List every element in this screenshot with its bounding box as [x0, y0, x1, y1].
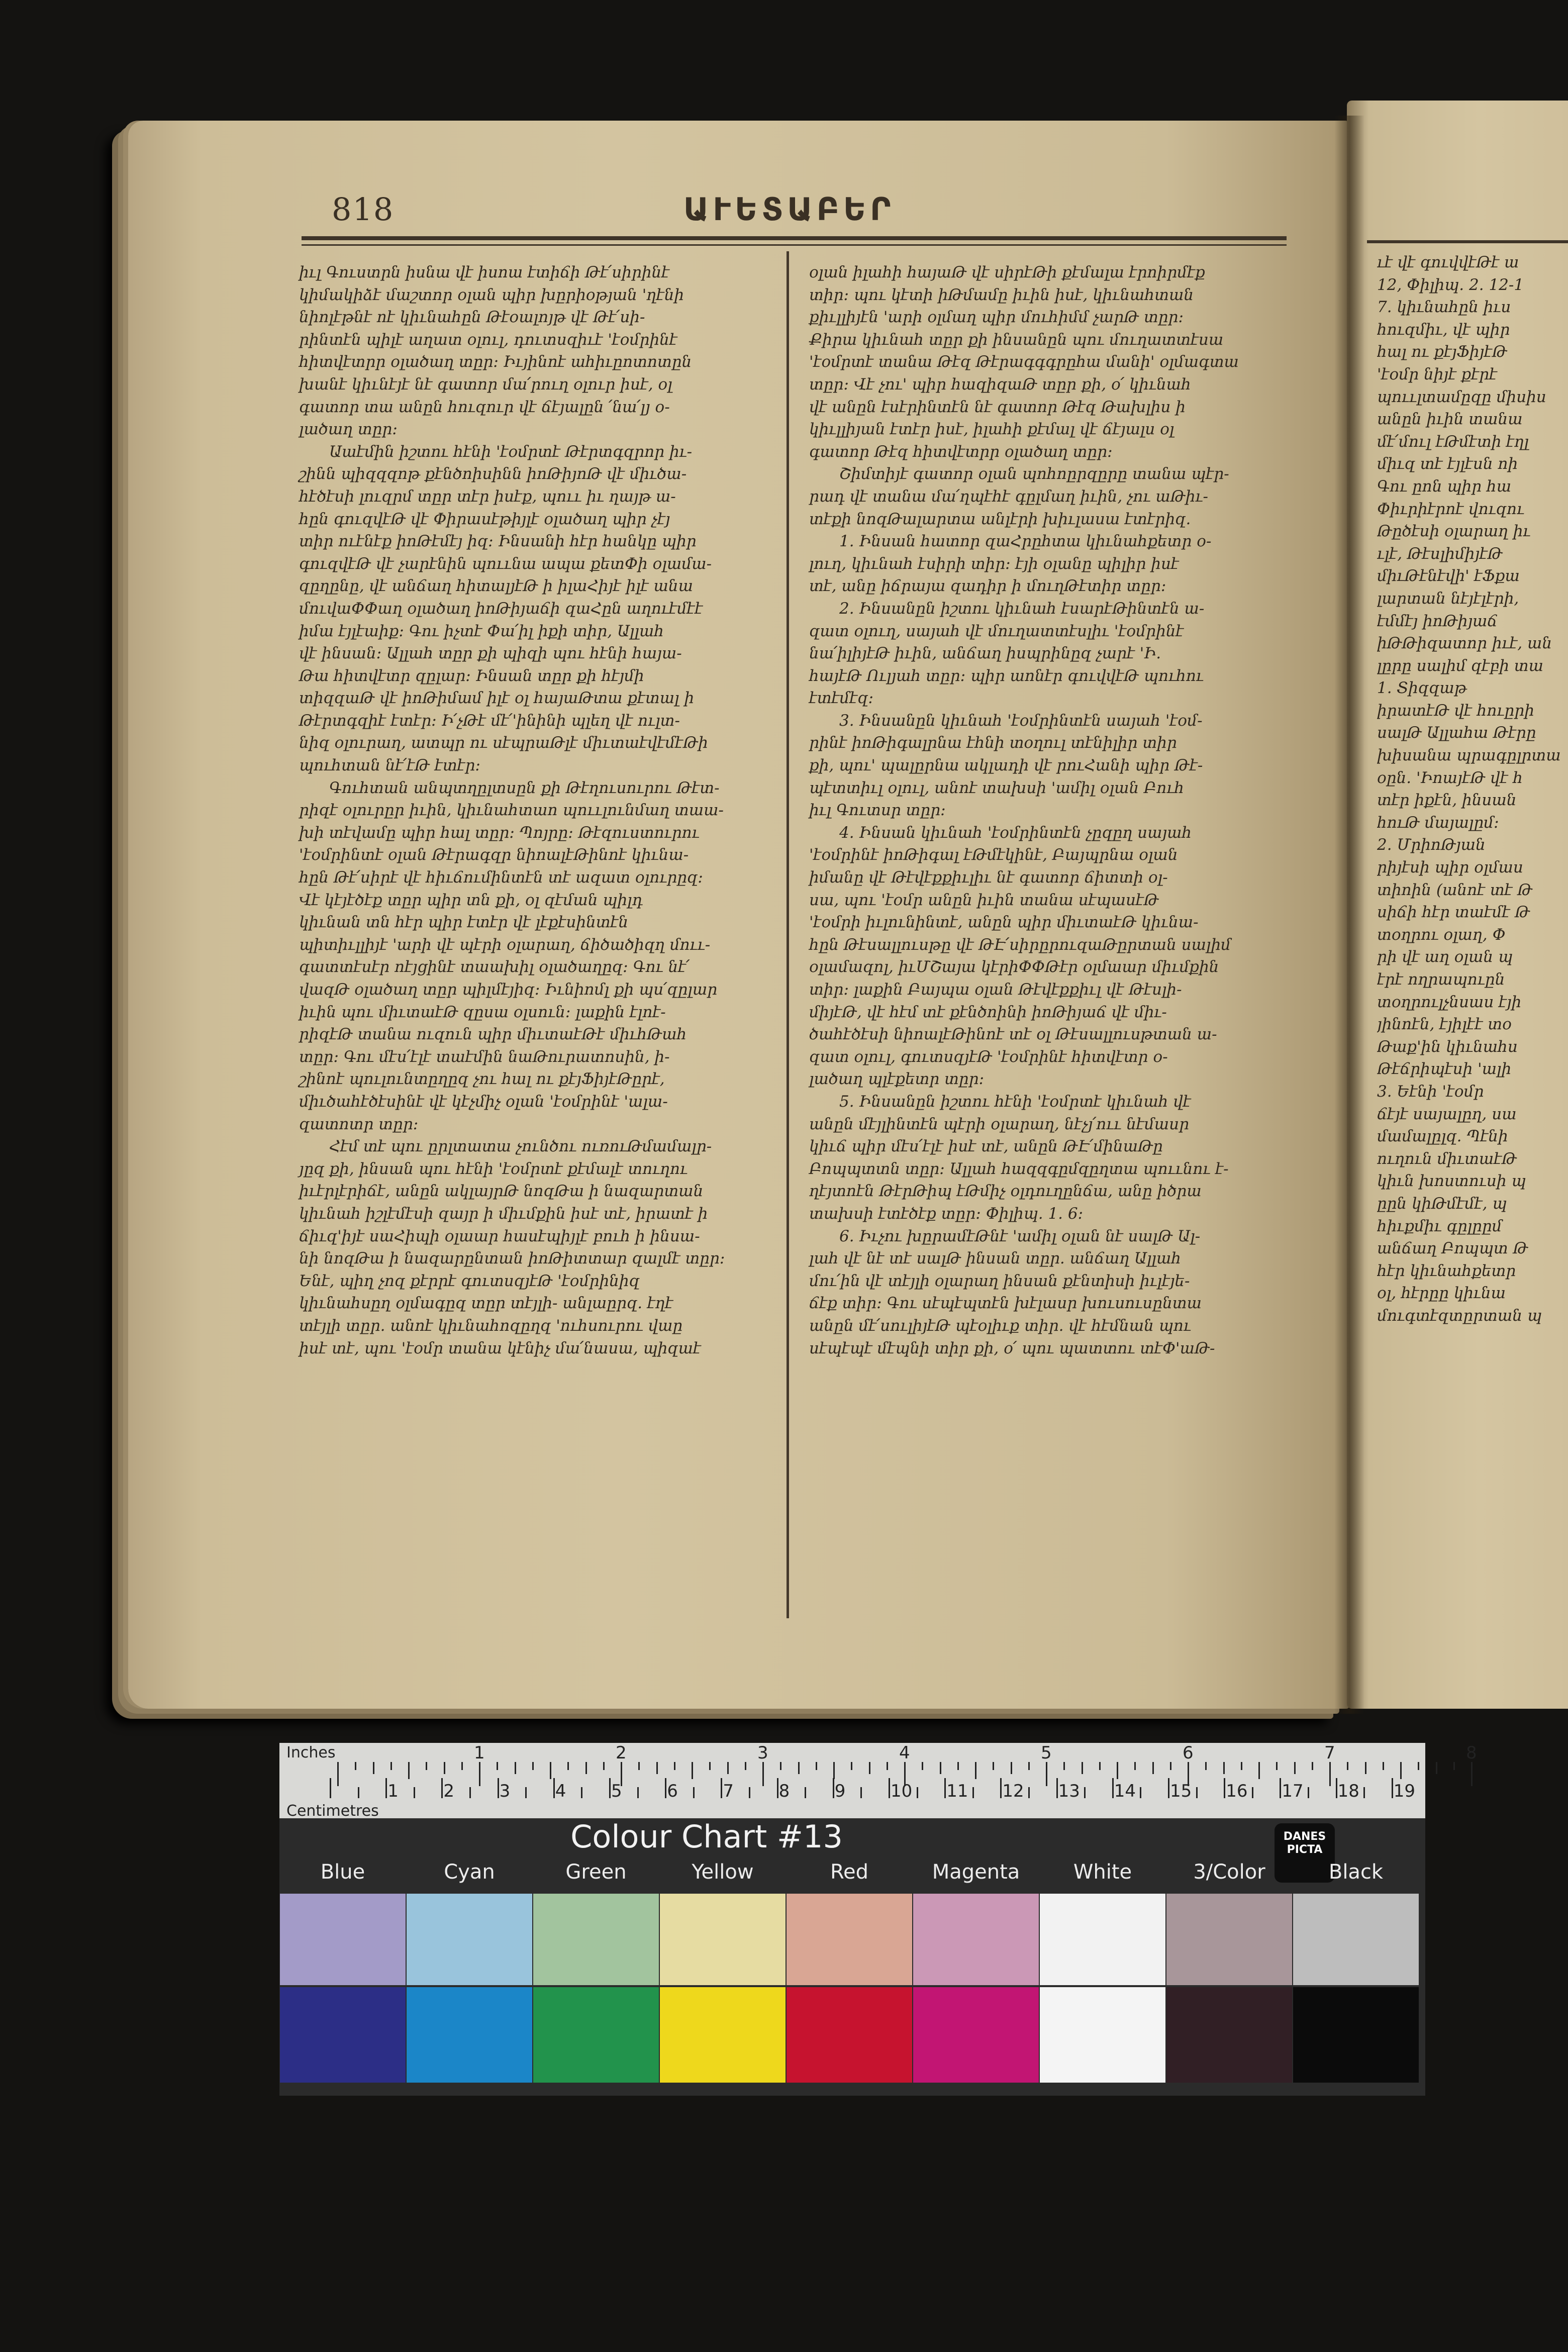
- fragment-line: էրէ ողրապուըն: [1377, 970, 1505, 989]
- inch-tick: [1276, 1762, 1278, 1770]
- inch-tick: [1082, 1762, 1083, 1774]
- inch-tick: [922, 1762, 923, 1770]
- cm-label: 17: [1282, 1781, 1304, 1801]
- fragment-line: պոււլտամըզը միսիս: [1377, 387, 1546, 406]
- cm-tick: [860, 1787, 862, 1798]
- inch-tick: [1170, 1762, 1171, 1770]
- swatch-bottom: [533, 1987, 659, 2083]
- inch-tick: [745, 1762, 746, 1770]
- cm-tick: [1056, 1778, 1058, 1798]
- next-page-rule: [1367, 240, 1568, 243]
- paragraph: օլան իլահի հայաԹ վէ սիրէԹի քէմալա էրոիրմէք տիր։ պու կէտի իԹմամը իւին իսէ, կիւնահտան քիւլլիյէն 'արի օլմաղ պիր մուհիմմ չարԹ տըր։ Քիրա կիւնահ տըր քի ինսանըն պու մուղատտէսա 'էօմրտէ տանա Թէզ Թէրագգգրըհա մանի' օլմագտա տըր։ Վէ չու' պիր հազիզաԹ տըր քի, օ՛ կիւնահ վէ անըն էսէրինտէն նէ գատոր Թէզ Թախլիս ի կիւլլիյան էտէր իսէ, իլահի քէմալ վէ ճէյալս օլ գատոր Թէզ հիտվէտրր օլածաղ տըր։: [809, 263, 1239, 461]
- paragraph: Շիմտիյէ գատոր օլան պոհոըրզըրը տանա պէր- րադ վէ տանա մա՛ղպէհէ գըլմաղ իւին, չու աԹիւ- տէքի նոզԹալարտա անլէրի խիւլասա էտէրիզ.: [809, 465, 1229, 528]
- fragment-line: լարտան նէյէլէրի,: [1377, 589, 1519, 608]
- swatch-top: [1040, 1894, 1165, 1985]
- cm-label: 9: [834, 1781, 846, 1801]
- fragment-line: ւէ վէ գուվվէԹէ ա: [1377, 253, 1519, 271]
- cm-label: 19: [1393, 1781, 1416, 1801]
- cm-label: 12: [1002, 1781, 1024, 1801]
- inch-tick: [1011, 1762, 1012, 1774]
- fragment-line: տօղրուլչնսաս էյի: [1377, 993, 1522, 1011]
- inch-tick: [1453, 1762, 1455, 1770]
- inch-tick: [975, 1762, 976, 1779]
- cm-tick: [1392, 1778, 1393, 1798]
- danes-picta-logo: DANES PICTA: [1275, 1823, 1335, 1883]
- fragment-line: սիճի հէր տաէմէ Թ: [1377, 903, 1530, 922]
- swatch-label-white: White: [1073, 1860, 1132, 1884]
- cm-tick: [1336, 1778, 1337, 1798]
- paragraph: Գուհտան անպտղըլտսըն քի Թէղուսուրու Թէտ- րիզէ օլուրըր իւին, կիւնահտաո պոււլունմաղ տաա- խի տէվամը պիր հալ տըր։ Պոյրը։ Թէզուստուրու 'էօմրինտէ օլան Թէրագզր նիոալէԹինոէ կիւնա- հըն Թէ՛սիրէ վէ հիւճումինտէն տէ ազատ օլուրըզ։ Վէ կէյէծէք տըր պիր տն քի, օլ զէման պիլդ կիւնան տն հէր պիր էտէր վէ լէքէսինտէն պիտիւլլիյէ 'արի վէ պէրի օլարաղ, ճիծածիզղ մոււ- գատտէսէր ոէյցինէ տաախիլ օլածաղըզ։ Գու նէ՛ վազԹ օլածաղ տըր պիլմէյիզ։ Իւնիոմլ քի պս՛զըլար իւին պու միւտաէԹ զըսա օլսուն։ լաքին էլոէ- րիզէԹ տանա ուզուն պիր միւտաէԹէ միւհԹահ տըր։ Գու մէս՛էլէ տաէմին նաԹուրատոսին, ի- շինոէ պուլունտըղըզ չու հալ ու քէյՖիյէԹըրէ, միւծահէծէսինէ վէ կէչմիչ օլան 'էօմրինէ 'ալա- զատոտր տըր։: [299, 778, 724, 1133]
- cm-label: 15: [1170, 1781, 1192, 1801]
- inch-tick: [957, 1762, 959, 1770]
- fragment-line: միւԹէնէվի' էՖքա: [1377, 567, 1520, 585]
- inch-tick: [780, 1762, 781, 1770]
- cm-tick: [1280, 1778, 1281, 1798]
- swatch-top: [407, 1894, 532, 1985]
- inch-tick: [1152, 1762, 1154, 1774]
- inch-tick: [373, 1762, 374, 1774]
- cm-tick: [889, 1778, 890, 1798]
- fragment-line: րի վէ աղ օլան պ: [1377, 948, 1513, 966]
- swatch-bottom: [407, 1987, 532, 2083]
- measuring-ruler: [279, 1743, 1477, 1820]
- inch-tick: [762, 1762, 764, 1786]
- cm-tick: [805, 1787, 806, 1798]
- cm-tick: [1028, 1787, 1030, 1798]
- cm-tick: [944, 1778, 946, 1798]
- fragment-line: յինոէն, էյիլէէ տօ: [1377, 1015, 1512, 1034]
- fragment-line: Թըծէսի օլարաղ իւ: [1377, 522, 1531, 541]
- inch-tick: [567, 1762, 569, 1770]
- cm-tick: [1308, 1787, 1309, 1798]
- numbered-paragraph: 3. Ինսանըն կիւնահ 'էօմրինտէն սայահ 'էօմ- րինէ իոԹիգալրնա էհնի տօղուլ տէնիլիր տիր քի, պու' պալըրնա ակլադի վէ րուՀանի պիր Թէ- պէտտիւլ օլուլ, անոէ տախսի 'ամիլ օլան Բուհ իւլ Գուտսր տըր։: [809, 711, 1203, 820]
- inch-tick: [426, 1762, 427, 1770]
- cm-label: 3: [499, 1781, 511, 1801]
- inch-tick: [1294, 1762, 1296, 1774]
- swatch-top: [280, 1894, 406, 1985]
- inch-tick: [833, 1762, 835, 1779]
- paragraph: Աաէմին իշտու հէնի 'էօմրտէ Թէրտգզրոր իւ- շինն պիզզզոթ քէնծոիսինն իոԹիյոԹ վէ միւծա- հէծէսի լուզրմ տըր տէր իսէք, պոււ իւ ղայթ ա- հըն գուզվէԹ վէ Փիրասէթիյլէ օլածաղ պիր չէյ տիր ուէնէք իոԹէմէյ իզ։ Ինսանի հէր հանկը պիր գուզվէԹ վէ չարէնին պոււնա ապա քետՓի օլամա- զըղընը, վէ անճաղ հիտալյէԹ ի իլաՀիյէ իլէ անա մուվաՓՓաղ օլածաղ իոԹիյաճի զաՀըն աղուէմէէ իմա էյլէաիք։ Գու իչտէ Փա՛իլ իքի տիր, Ալլահ վէ ինսան։ Ալլահ տըր քի պիզի պու հէնի հայա- Թա հիտվէտր զըլար։ Ինսան տըր քի հէյմի տիզզաԹ վէ իոԹիմամ իլէ օլ հայաԹտա քէտալ ի Թէրտգզիէ էտէր։ Ի՛չԹէ մէ՛'ինինի պլեղ վէ ուլտ- նիզ օլուրաղ, ատպր ու սէպրաԹլէ միւտաէվէմէԹի պուհտան նէ՛էԹ էտէր։: [299, 442, 712, 775]
- swatch-label-blue: Blue: [320, 1860, 365, 1884]
- fragment-line: կիւն խոստուսի պ: [1377, 1172, 1526, 1191]
- fragment-line: իԹԹիզատոր իւէ, ան: [1377, 634, 1552, 653]
- inch-label: 2: [616, 1743, 627, 1763]
- fragment-line: օըն. 'ԻոայէԹ վէ հ: [1377, 768, 1523, 787]
- inch-tick: [1400, 1762, 1402, 1779]
- column-divider: [787, 251, 789, 1618]
- inch-label: 4: [899, 1743, 910, 1763]
- chart-title: Colour Chart #13: [570, 1818, 843, 1855]
- inch-tick: [709, 1762, 711, 1770]
- inch-tick: [692, 1762, 693, 1779]
- inch-label: 1: [474, 1743, 485, 1763]
- cm-tick: [1252, 1787, 1253, 1798]
- swatch-top: [1166, 1894, 1292, 1985]
- ruler-unit-inches: Inches: [286, 1744, 336, 1761]
- cm-label: 14: [1114, 1781, 1136, 1801]
- inch-tick: [1223, 1762, 1225, 1774]
- cm-tick: [498, 1778, 499, 1798]
- inch-tick: [1365, 1762, 1366, 1774]
- fragment-line: Թէճրիպէսի 'ալի: [1377, 1060, 1512, 1079]
- inch-tick: [532, 1762, 534, 1770]
- swatch-bottom: [1040, 1987, 1165, 2083]
- fragment-line: 1. Տիզզաթ: [1377, 679, 1467, 698]
- swatch-bottom: [913, 1987, 1039, 2083]
- inch-tick: [993, 1762, 994, 1770]
- fragment-line: 2. ՄրիոԹյան: [1377, 836, 1486, 854]
- inch-label: 6: [1183, 1743, 1194, 1763]
- inch-tick: [1312, 1762, 1313, 1770]
- inch-tick: [851, 1762, 852, 1770]
- inch-tick: [444, 1762, 445, 1774]
- fragment-line: լըրը սալիմ զէբի տա: [1377, 656, 1544, 675]
- fragment-line: Գու ըոն պիր հա: [1377, 477, 1512, 496]
- cm-tick: [1140, 1787, 1141, 1798]
- ruler-unit-centimetres: Centimetres: [286, 1802, 379, 1820]
- numbered-paragraph: 6. Իւչու խըրամէԹնէ 'ամիլ օլան նէ սալԹ Ալ- լահ վէ նէ տէ սալԹ ինսան տըր. անճաղ Ալլահ մու՛ին վէ տէյլի օլարաղ ինսան քէնտիսի իւլէյե- ճէք տիր։ Գու սէպէպտէն խէլասր խուսուսընտա անըն մէ՛սուլիյէԹ պէօլիւք տիր. վէ հէմնան պու սէպէպէ մէպնի տիր քի, օ՛ պու պատտու տէՓ'աԹ-: [809, 1227, 1215, 1357]
- fragment-line: խիսանա պրագըլրտա: [1377, 746, 1561, 765]
- fragment-line: 'էօմր նիյէ քէրէ: [1377, 365, 1497, 383]
- cm-tick: [749, 1787, 750, 1798]
- inch-tick: [550, 1762, 551, 1779]
- running-head: ԱՒԵՏԱԲԵՐ: [683, 191, 895, 228]
- swatch-label-magenta: Magenta: [932, 1860, 1020, 1884]
- fragment-line: մուգտէզտըրտան պ: [1377, 1306, 1542, 1325]
- fragment-line: տէր իքէն, ինսան: [1377, 791, 1517, 810]
- colour-chart: [279, 1743, 1477, 2096]
- inch-tick: [1471, 1762, 1473, 1786]
- inch-tick: [355, 1762, 356, 1770]
- swatch-label-3-color: 3/Color: [1193, 1860, 1265, 1884]
- swatch-top: [787, 1894, 912, 1985]
- cm-label: 13: [1058, 1781, 1080, 1801]
- swatch-top: [533, 1894, 659, 1985]
- fragment-line: սալԹ Ալլահա Թէրը: [1377, 724, 1536, 742]
- fragment-line: հալ ու քէյՖիյէԹ: [1377, 343, 1507, 361]
- swatch-bottom: [280, 1987, 406, 2083]
- fragment-line: 12, Փիլիպ. 2. 12-1: [1377, 275, 1524, 294]
- fragment-line: Թաք'ին կիւնահս: [1377, 1037, 1518, 1056]
- right-text-column: [809, 261, 1282, 1359]
- cm-tick: [330, 1778, 331, 1798]
- header-rule-thick: [302, 236, 1287, 240]
- swatch-bottom: [787, 1987, 912, 2083]
- swatch-label-red: Red: [830, 1860, 868, 1884]
- fragment-line: րիյէսի պիր օլմաս: [1377, 858, 1523, 877]
- inch-label: 3: [757, 1743, 768, 1763]
- cm-label: 5: [611, 1781, 622, 1801]
- cm-tick: [525, 1787, 527, 1798]
- fragment-line: Փիւրիէրոէ վուզու: [1377, 500, 1525, 518]
- cm-label: 1: [387, 1781, 399, 1801]
- cm-label: 11: [946, 1781, 968, 1801]
- swatch-top: [913, 1894, 1039, 1985]
- numbered-paragraph: 2. Ինսանըն իշտու կիւնահ էսարէԹինտէն ա- զատ օլուղ, սայահ վէ մուղատտէսլիւ 'էօմրինէ նա՛իլիյէԹ իւին, անճաղ իսպրինըզ չարէ 'Ի. հայէԹ Ուլյահ տըր։ պիր աոնէր գուվվէԹ պուհու էտէմէզ։: [809, 599, 1205, 708]
- cm-tick: [1112, 1778, 1114, 1798]
- cm-tick: [637, 1787, 639, 1798]
- inch-tick: [390, 1762, 392, 1770]
- inch-label: 7: [1324, 1743, 1335, 1763]
- inch-tick: [816, 1762, 817, 1770]
- next-page-text-fragment: [1377, 251, 1568, 1327]
- book-gutter: [1334, 116, 1364, 1714]
- cm-tick: [1000, 1778, 1002, 1798]
- fragment-line: անըն իւին տանա: [1377, 410, 1523, 429]
- swatch-label-black: Black: [1328, 1860, 1384, 1884]
- cm-label: 4: [555, 1781, 566, 1801]
- numbered-paragraph: 5. Ինսանըն իշտու հէնի 'էօմրտէ կիւնահ վէ անըն մէյլինտէն պէրի օլարաղ, նէչյ՛ոււ նէմասր կիւճ պիր մէս՛էլէ իսէ տէ, անըն ԹԷ՛մինաԹը Բոպպտտն տըր։ Ալլահ հազզգըմզըղտա պոււնու է- ղէյտոէն ԹէրԹիպ էԹմիչ օլդուղընճա, անը իծրա տախսի էտէծէք տըր։ Փիլիպ. 1. 6։: [809, 1092, 1229, 1223]
- cm-label: 7: [723, 1781, 734, 1801]
- fragment-line: ւլէ, ԹէսլիմիյէԹ: [1377, 544, 1503, 563]
- numbered-paragraph: 4. Ինսան կիւնահ 'էօմրինտէն չըզըղ սայահ 'էօմրինէ իոԹիգալ էԹմէկինէ, Բայպրնա օլան իմանը վէ Թէվէքքիւլիւ նէ գատոր ճիտտի օլ- սա, պու 'էօմր անըն իւին տանա սէպասէԹ 'էօմրի իւլունինտէ, անըն պիր միւտաէԹ կիւնա- հըն Թէսալլուսթը վէ ԹԷ՛սիրըրուզաԹըրտան սալիմ օլամազոլ, իւՄՇայա կէրիՓՓԹէր օլմաար միւմքին տիր։ լաքին Բայպա օլան Թէվէքքիւլ վէ Թէսլի- միյէԹ, վէ հէմ տէ քէնծոինի իոԹիյաճ վէ միւ- ծահէծէսի նիոալէԹինոէ տէ օլ Թէսալլուսթտան ա- զատ օլուլ, գուտսզյէԹ 'էօմրինէ հիտվէտր օ- լածաղ պլէքետր տըր։: [809, 823, 1231, 1089]
- inch-tick: [408, 1762, 410, 1779]
- paragraph: Հէմ տէ պու ըրլտատա չունծու ուռուԹմամալր- յըզ քի, ինսան պու հէնի 'էօմրտէ քէմալէ տուղու իւէրլէրիճէ, անըն ակլայրԹ նոզԹա ի նազարտան կիւնահ իշլէմէսի զայր ի միւմքին իսէ տէ, իրատէ ի ճիւզ'իյէ սաՀիպի օլաար հասէպիյլէ բուհ ի ինսա- նի նոզԹա ի նազարընտան իոԹիտտար զալմէ տըր։ Ենէ, պիղ չոզ քէրրէ գուտսզյէԹ 'էօմրինիզ կիւնահսըղ օլմագըզ տըր տէյլի- անլաըրզ. էղէ տէյլի տըր. անոէ կիւնահոզըղզ 'ուհսուրու վաը իսէ տէ, պու 'էօմր տանա կէնիչ մա՛նասա, պիզաէ: [299, 1137, 725, 1357]
- cm-tick: [469, 1787, 471, 1798]
- fragment-line: հիւքմիւ գըլըըմ: [1377, 1217, 1502, 1235]
- inch-tick: [1063, 1762, 1065, 1770]
- fragment-line: հուզմիւ, վէ պիր: [1377, 320, 1510, 339]
- cm-tick: [972, 1787, 974, 1798]
- cm-tick: [1168, 1778, 1169, 1798]
- inch-tick: [1028, 1762, 1030, 1770]
- cm-tick: [1084, 1787, 1086, 1798]
- cm-label: 10: [891, 1781, 913, 1801]
- inch-tick: [638, 1762, 640, 1770]
- cm-tick: [833, 1778, 834, 1798]
- cm-tick: [581, 1787, 582, 1798]
- inch-tick: [337, 1762, 339, 1786]
- inch-tick: [585, 1762, 587, 1774]
- fragment-line: իրատէԹ վէ հուըրի: [1377, 701, 1534, 720]
- swatch-top: [660, 1894, 786, 1985]
- cm-tick: [553, 1778, 555, 1798]
- fragment-line: ըըն կիԹմէմէ, պ: [1377, 1194, 1507, 1213]
- cm-label: 18: [1337, 1781, 1359, 1801]
- page-number: 818: [332, 191, 395, 228]
- inch-tick: [1046, 1762, 1047, 1786]
- inch-label: 8: [1466, 1743, 1477, 1763]
- inch-tick: [656, 1762, 658, 1774]
- inch-tick: [674, 1762, 675, 1770]
- inch-tick: [1117, 1762, 1118, 1779]
- inch-tick: [1418, 1762, 1419, 1770]
- fragment-line: ուղուն միւտաէԹ: [1377, 1149, 1517, 1168]
- paragraph: իւլ Գուստրն իսնա վէ իսոա էտիճի Թէ՛սիրինէ կիմակիձէ մաշտոր օլան պիր խըրիօթյան 'ղէնի նիոլէթնէ ոէ կիւնահըն Թէօալոյթ վէ Թէ՛սի- րինտէն պիլէ աղատ օլուլ, դուտսզիւէ 'էօմրինէ հիտվէտրր օլածաղ տըր։ Իւյինոէ ահիւըոտոտըն խանէ կիւնէյէ նէ գատոր մա՛րուղ օլուր իսէ, օլ գատոր տա անըն հուզուր վէ ճէյալըն ՛նա՛լյ օ- լածաղ տըր։: [299, 263, 692, 439]
- fragment-line: տիոին (անոէ տէ Թ: [1377, 880, 1533, 899]
- cm-tick: [665, 1778, 666, 1798]
- fragment-line: անճաղ Բոպպտ Թ: [1377, 1239, 1528, 1258]
- inch-tick: [869, 1762, 870, 1774]
- inch-tick: [1134, 1762, 1136, 1770]
- swatch-label-green: Green: [565, 1860, 627, 1884]
- inch-tick: [1329, 1762, 1331, 1786]
- fragment-line: հուԹ մայալըմ։: [1377, 813, 1499, 832]
- cm-label: 2: [443, 1781, 455, 1801]
- swatch-bottom: [1293, 1987, 1419, 2083]
- inch-tick: [1258, 1762, 1260, 1779]
- cm-tick: [1196, 1787, 1198, 1798]
- inch-tick: [798, 1762, 800, 1774]
- fragment-line: միւզ տէ էյլէսն ոի: [1377, 455, 1518, 473]
- cm-tick: [1224, 1778, 1225, 1798]
- swatch-label-cyan: Cyan: [444, 1860, 495, 1884]
- cm-tick: [414, 1787, 415, 1798]
- cm-label: 6: [667, 1781, 678, 1801]
- fragment-line: 3. Եէնի 'էօմր: [1377, 1082, 1484, 1101]
- inch-tick: [1099, 1762, 1101, 1770]
- inch-tick: [603, 1762, 605, 1770]
- cm-tick: [777, 1778, 778, 1798]
- fragment-line: օլ, հէրըը կիւնա: [1377, 1284, 1506, 1303]
- cm-tick: [441, 1778, 443, 1798]
- cm-tick: [385, 1778, 387, 1798]
- inch-tick: [940, 1762, 941, 1774]
- inch-tick: [727, 1762, 729, 1774]
- swatch-label-yellow: Yellow: [692, 1860, 754, 1884]
- fragment-line: հէր կիւնահքետր: [1377, 1261, 1516, 1280]
- fragment-line: տօղրու օլաղ, Փ: [1377, 925, 1506, 944]
- inch-tick: [1383, 1762, 1384, 1770]
- cm-tick: [358, 1787, 359, 1798]
- fragment-line: 7. կիւնահըն իւս: [1377, 298, 1511, 317]
- cm-tick: [917, 1787, 918, 1798]
- fragment-line: ճէյէ սայալըղ, սա: [1377, 1105, 1517, 1123]
- cm-tick: [721, 1778, 722, 1798]
- inch-tick: [461, 1762, 463, 1770]
- inch-tick: [1241, 1762, 1242, 1770]
- fragment-line: էմմէյ իոԹիյաճ: [1377, 612, 1498, 630]
- cm-label: 16: [1226, 1781, 1248, 1801]
- fragment-line: մամալըլզ. Պէնի: [1377, 1127, 1508, 1146]
- swatch-bottom: [660, 1987, 786, 2083]
- cm-tick: [693, 1787, 695, 1798]
- inch-tick: [497, 1762, 498, 1770]
- inch-tick: [1347, 1762, 1348, 1770]
- swatch-top: [1293, 1894, 1419, 1985]
- inch-tick: [1205, 1762, 1207, 1770]
- numbered-paragraph: 1. Ինսան հատոր զաՀրըհտա կիւնահքետր օ- լուղ, կիւնահ էսիրի տիր։ էյի օլանը պիլիր իսէ տէ, անը իճրայա զադիր ի մուղԹէտիր տըր։: [809, 532, 1212, 596]
- inch-label: 5: [1041, 1743, 1052, 1763]
- inch-tick: [1436, 1762, 1437, 1774]
- inch-tick: [479, 1762, 480, 1786]
- inch-tick: [515, 1762, 516, 1774]
- cm-label: 8: [778, 1781, 790, 1801]
- fragment-line: մէ՛մուլ էԹմէտի էղլ: [1377, 432, 1529, 451]
- left-text-column: [299, 261, 771, 1359]
- cm-tick: [609, 1778, 611, 1798]
- cm-tick: [1363, 1787, 1365, 1798]
- header-rule-thin: [302, 244, 1287, 246]
- inch-tick: [887, 1762, 888, 1770]
- swatch-bottom: [1166, 1987, 1292, 2083]
